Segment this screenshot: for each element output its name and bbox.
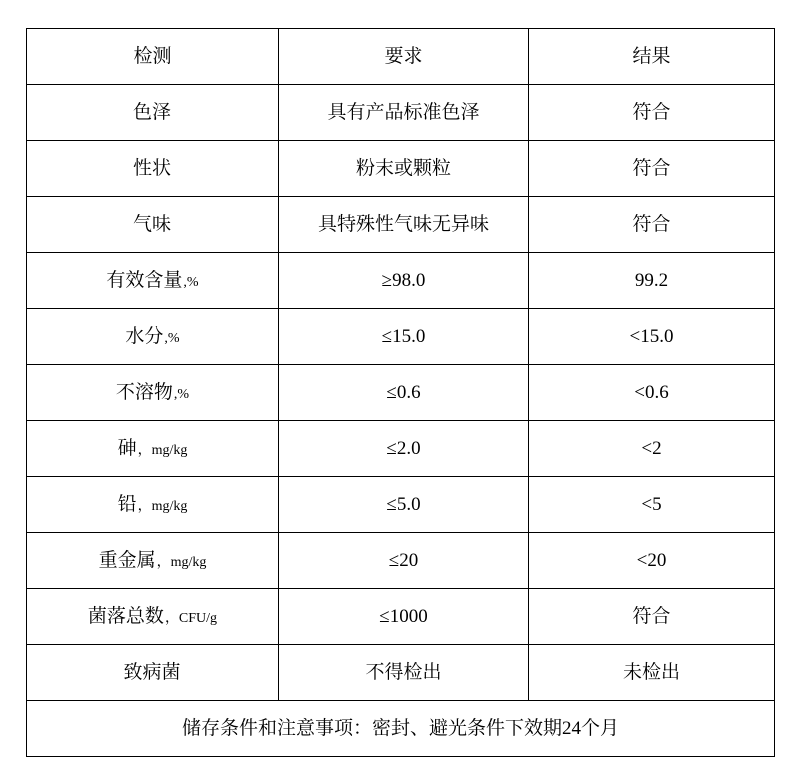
table-row (27, 533, 775, 589)
cell-requirement: 不得检出 (279, 645, 529, 701)
item-label: 砷 (117, 437, 137, 459)
cell-result: 符合 (529, 197, 775, 253)
cell-result: <15.0 (529, 309, 775, 365)
cell-requirement: ≤15.0 (279, 309, 529, 365)
cell-result: <20 (529, 533, 775, 589)
cell-requirement: 具有产品标准色泽 (279, 85, 529, 141)
item-label: 菌落总数 (87, 605, 164, 627)
cell-result: <5 (529, 477, 775, 533)
cell-item (27, 309, 279, 365)
cell-item (27, 85, 279, 141)
item-label: 水分 (125, 325, 164, 347)
cell-result: 符合 (529, 589, 775, 645)
cell-result: 未检出 (529, 645, 775, 701)
column-header-result: 结果 (529, 29, 775, 85)
cell-result: 99.2 (529, 253, 775, 309)
specification-table (26, 28, 775, 757)
cell-result: <0.6 (529, 365, 775, 421)
item-label: 不溶物 (115, 381, 173, 403)
column-header-item: 检测 (27, 29, 279, 85)
item-unit: ，CFU/g (164, 610, 218, 626)
item-unit: ，mg/kg (156, 554, 207, 570)
item-label: 色泽 (132, 101, 171, 123)
cell-result: 符合 (529, 85, 775, 141)
cell-item (27, 141, 279, 197)
item-label: 重金属 (98, 549, 156, 571)
item-label: 气味 (132, 213, 171, 235)
table-row (27, 309, 775, 365)
table-row (27, 645, 775, 701)
table-footer-row (27, 701, 775, 757)
cell-requirement: ≥98.0 (279, 253, 529, 309)
cell-item (27, 197, 279, 253)
table-row (27, 421, 775, 477)
cell-item (27, 365, 279, 421)
item-unit: ，mg/kg (137, 442, 188, 458)
item-label: 致病菌 (123, 661, 181, 683)
cell-result: 符合 (529, 141, 775, 197)
table-row (27, 365, 775, 421)
cell-item (27, 421, 279, 477)
cell-item (27, 533, 279, 589)
item-unit: ,% (164, 330, 180, 346)
cell-requirement: ≤0.6 (279, 365, 529, 421)
item-label: 铅 (117, 493, 137, 515)
storage-note: 储存条件和注意事项：密封、避光条件下效期24个月 (27, 701, 775, 757)
cell-requirement: 具特殊性气味无异味 (279, 197, 529, 253)
cell-requirement: ≤5.0 (279, 477, 529, 533)
cell-requirement: ≤1000 (279, 589, 529, 645)
cell-requirement: 粉末或颗粒 (279, 141, 529, 197)
item-label: 性状 (132, 157, 171, 179)
table-header-row (27, 29, 775, 85)
table-row (27, 477, 775, 533)
cell-requirement: ≤20 (279, 533, 529, 589)
cell-item (27, 589, 279, 645)
table-row (27, 141, 775, 197)
table-row (27, 253, 775, 309)
table-row (27, 85, 775, 141)
item-label: 有效含量 (106, 269, 183, 291)
item-unit: ,% (183, 274, 199, 290)
item-unit: ,% (173, 386, 190, 402)
item-unit: ，mg/kg (137, 498, 188, 514)
cell-item (27, 253, 279, 309)
cell-item (27, 645, 279, 701)
table-row (27, 197, 775, 253)
cell-item (27, 477, 279, 533)
cell-requirement: ≤2.0 (279, 421, 529, 477)
cell-result: <2 (529, 421, 775, 477)
table-row (27, 589, 775, 645)
column-header-requirement: 要求 (279, 29, 529, 85)
